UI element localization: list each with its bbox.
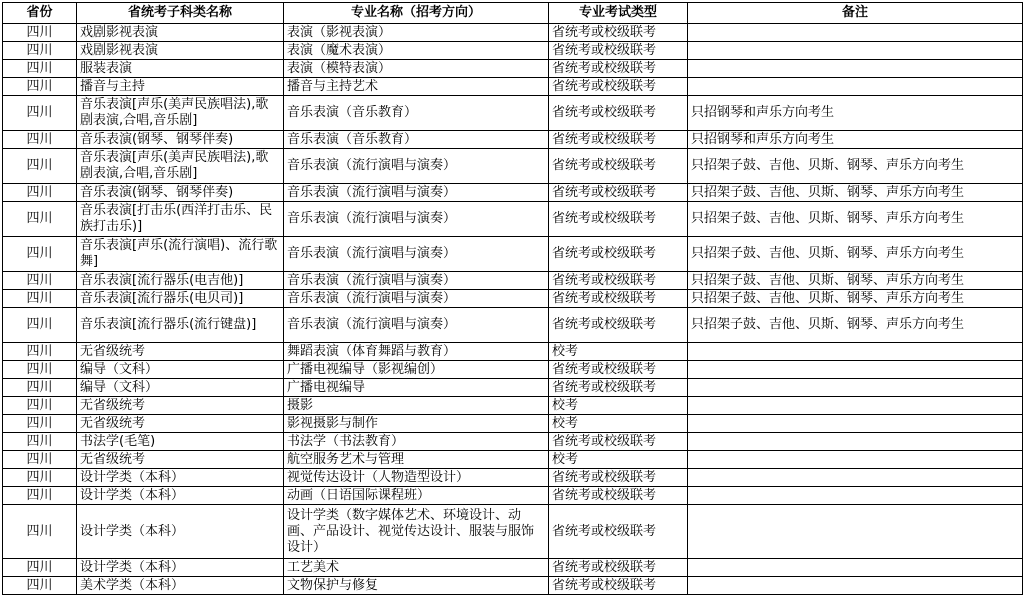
cell-major-name: 表演（魔术表演） bbox=[284, 42, 549, 60]
table-row bbox=[3, 202, 1023, 237]
cell-remarks: 只招架子鼓、吉他、贝斯、钢琴、声乐方向考生 bbox=[688, 202, 1023, 237]
cell-exam-type: 省统考或校级联考 bbox=[549, 290, 688, 308]
cell-major-name: 书法学（书法教育） bbox=[284, 433, 549, 451]
cell-major-name: 播音与主持艺术 bbox=[284, 78, 549, 96]
cell-province: 四川 bbox=[3, 577, 77, 595]
cell-province: 四川 bbox=[3, 78, 77, 96]
cell-major-name: 航空服务艺术与管理 bbox=[284, 451, 549, 469]
cell-subject-category: 音乐表演[声乐(美声民族唱法),歌剧表演,合唱,音乐剧] bbox=[77, 96, 284, 131]
cell-major-name: 表演（模特表演） bbox=[284, 60, 549, 78]
cell-subject-category: 美术学类（本科） bbox=[77, 577, 284, 595]
cell-remarks bbox=[688, 42, 1023, 60]
cell-province: 四川 bbox=[3, 361, 77, 379]
cell-remarks: 只招架子鼓、吉他、贝斯、钢琴、声乐方向考生 bbox=[688, 290, 1023, 308]
cell-province: 四川 bbox=[3, 202, 77, 237]
header-remarks: 备注 bbox=[688, 3, 1023, 24]
cell-major-name: 音乐表演（流行演唱与演奏） bbox=[284, 149, 549, 184]
table-row bbox=[3, 290, 1023, 308]
table-row bbox=[3, 184, 1023, 202]
cell-remarks bbox=[688, 379, 1023, 397]
cell-exam-type: 省统考或校级联考 bbox=[549, 237, 688, 272]
cell-exam-type: 省统考或校级联考 bbox=[549, 433, 688, 451]
cell-subject-category: 音乐表演[流行器乐(电吉他)] bbox=[77, 272, 284, 290]
cell-remarks bbox=[688, 361, 1023, 379]
table-row bbox=[3, 577, 1023, 595]
admissions-table bbox=[2, 2, 1023, 595]
cell-remarks: 只招架子鼓、吉他、贝斯、钢琴、声乐方向考生 bbox=[688, 308, 1023, 343]
table-row bbox=[3, 131, 1023, 149]
cell-exam-type: 省统考或校级联考 bbox=[549, 24, 688, 42]
cell-remarks: 只招架子鼓、吉他、贝斯、钢琴、声乐方向考生 bbox=[688, 272, 1023, 290]
cell-subject-category: 编导（文科） bbox=[77, 361, 284, 379]
header-province: 省份 bbox=[3, 3, 77, 24]
cell-province: 四川 bbox=[3, 379, 77, 397]
cell-major-name: 音乐表演（流行演唱与演奏） bbox=[284, 237, 549, 272]
cell-exam-type: 校考 bbox=[549, 415, 688, 433]
table-body bbox=[3, 24, 1023, 595]
cell-major-name: 设计学类（数字媒体艺术、环境设计、动画、产品设计、视觉传达设计、服装与服饰设计） bbox=[284, 505, 549, 559]
cell-province: 四川 bbox=[3, 487, 77, 505]
cell-remarks bbox=[688, 487, 1023, 505]
cell-major-name: 音乐表演（流行演唱与演奏） bbox=[284, 202, 549, 237]
cell-province: 四川 bbox=[3, 184, 77, 202]
cell-exam-type: 省统考或校级联考 bbox=[549, 379, 688, 397]
cell-remarks bbox=[688, 60, 1023, 78]
cell-major-name: 音乐表演（流行演唱与演奏） bbox=[284, 308, 549, 343]
cell-province: 四川 bbox=[3, 415, 77, 433]
table-row bbox=[3, 60, 1023, 78]
cell-exam-type: 省统考或校级联考 bbox=[549, 131, 688, 149]
cell-major-name: 音乐表演（流行演唱与演奏） bbox=[284, 272, 549, 290]
cell-province: 四川 bbox=[3, 131, 77, 149]
cell-remarks: 只招架子鼓、吉他、贝斯、钢琴、声乐方向考生 bbox=[688, 184, 1023, 202]
table-row bbox=[3, 272, 1023, 290]
cell-remarks bbox=[688, 559, 1023, 577]
table-row bbox=[3, 42, 1023, 60]
table-row bbox=[3, 505, 1023, 559]
cell-subject-category: 戏剧影视表演 bbox=[77, 24, 284, 42]
cell-remarks: 只招架子鼓、吉他、贝斯、钢琴、声乐方向考生 bbox=[688, 237, 1023, 272]
cell-exam-type: 省统考或校级联考 bbox=[549, 42, 688, 60]
cell-remarks bbox=[688, 433, 1023, 451]
cell-province: 四川 bbox=[3, 308, 77, 343]
cell-major-name: 文物保护与修复 bbox=[284, 577, 549, 595]
table-row bbox=[3, 361, 1023, 379]
cell-major-name: 动画（日语国际课程班） bbox=[284, 487, 549, 505]
cell-province: 四川 bbox=[3, 290, 77, 308]
cell-remarks bbox=[688, 24, 1023, 42]
table-row bbox=[3, 78, 1023, 96]
cell-subject-category: 音乐表演(钢琴、钢琴伴奏) bbox=[77, 131, 284, 149]
cell-province: 四川 bbox=[3, 96, 77, 131]
cell-subject-category: 音乐表演[流行器乐(电贝司)] bbox=[77, 290, 284, 308]
cell-subject-category: 播音与主持 bbox=[77, 78, 284, 96]
cell-major-name: 舞蹈表演（体育舞蹈与教育） bbox=[284, 343, 549, 361]
cell-major-name: 工艺美术 bbox=[284, 559, 549, 577]
table-row bbox=[3, 559, 1023, 577]
cell-province: 四川 bbox=[3, 559, 77, 577]
cell-province: 四川 bbox=[3, 451, 77, 469]
cell-province: 四川 bbox=[3, 397, 77, 415]
cell-major-name: 表演（影视表演） bbox=[284, 24, 549, 42]
cell-major-name: 广播电视编导 bbox=[284, 379, 549, 397]
cell-exam-type: 省统考或校级联考 bbox=[549, 78, 688, 96]
cell-province: 四川 bbox=[3, 272, 77, 290]
cell-subject-category: 设计学类（本科） bbox=[77, 505, 284, 559]
cell-exam-type: 省统考或校级联考 bbox=[549, 577, 688, 595]
table-row bbox=[3, 308, 1023, 343]
cell-exam-type: 省统考或校级联考 bbox=[549, 96, 688, 131]
cell-province: 四川 bbox=[3, 237, 77, 272]
cell-subject-category: 戏剧影视表演 bbox=[77, 42, 284, 60]
cell-subject-category: 音乐表演[声乐(美声民族唱法),歌剧表演,合唱,音乐剧] bbox=[77, 149, 284, 184]
cell-subject-category: 设计学类（本科） bbox=[77, 469, 284, 487]
cell-exam-type: 校考 bbox=[549, 451, 688, 469]
cell-subject-category: 音乐表演[打击乐(西洋打击乐、民族打击乐)] bbox=[77, 202, 284, 237]
cell-province: 四川 bbox=[3, 42, 77, 60]
header-row bbox=[3, 3, 1023, 24]
cell-exam-type: 校考 bbox=[549, 343, 688, 361]
header-major-name: 专业名称（招考方向） bbox=[284, 3, 549, 24]
table-row bbox=[3, 397, 1023, 415]
cell-province: 四川 bbox=[3, 433, 77, 451]
cell-exam-type: 省统考或校级联考 bbox=[549, 60, 688, 78]
cell-subject-category: 服装表演 bbox=[77, 60, 284, 78]
header-exam-type: 专业考试类型 bbox=[549, 3, 688, 24]
cell-province: 四川 bbox=[3, 469, 77, 487]
table-row bbox=[3, 379, 1023, 397]
table-row bbox=[3, 433, 1023, 451]
cell-exam-type: 省统考或校级联考 bbox=[549, 559, 688, 577]
cell-province: 四川 bbox=[3, 24, 77, 42]
cell-province: 四川 bbox=[3, 505, 77, 559]
cell-remarks bbox=[688, 78, 1023, 96]
cell-subject-category: 设计学类（本科） bbox=[77, 487, 284, 505]
cell-subject-category: 无省级统考 bbox=[77, 397, 284, 415]
table-row bbox=[3, 343, 1023, 361]
cell-remarks bbox=[688, 415, 1023, 433]
cell-province: 四川 bbox=[3, 149, 77, 184]
cell-exam-type: 省统考或校级联考 bbox=[549, 469, 688, 487]
cell-major-name: 摄影 bbox=[284, 397, 549, 415]
cell-subject-category: 无省级统考 bbox=[77, 415, 284, 433]
table-row bbox=[3, 149, 1023, 184]
cell-exam-type: 校考 bbox=[549, 397, 688, 415]
cell-remarks bbox=[688, 343, 1023, 361]
table-row bbox=[3, 237, 1023, 272]
cell-remarks bbox=[688, 397, 1023, 415]
table-row bbox=[3, 96, 1023, 131]
cell-major-name: 影视摄影与制作 bbox=[284, 415, 549, 433]
cell-major-name: 音乐表演（音乐教育） bbox=[284, 96, 549, 131]
cell-remarks bbox=[688, 505, 1023, 559]
cell-exam-type: 省统考或校级联考 bbox=[549, 184, 688, 202]
cell-exam-type: 省统考或校级联考 bbox=[549, 202, 688, 237]
cell-exam-type: 省统考或校级联考 bbox=[549, 308, 688, 343]
cell-major-name: 音乐表演（流行演唱与演奏） bbox=[284, 290, 549, 308]
cell-subject-category: 音乐表演[流行器乐(流行键盘)] bbox=[77, 308, 284, 343]
cell-exam-type: 省统考或校级联考 bbox=[549, 272, 688, 290]
cell-subject-category: 无省级统考 bbox=[77, 451, 284, 469]
cell-subject-category: 无省级统考 bbox=[77, 343, 284, 361]
cell-subject-category: 书法学(毛笔) bbox=[77, 433, 284, 451]
header-subject-category: 省统考子科类名称 bbox=[77, 3, 284, 24]
table-row bbox=[3, 487, 1023, 505]
cell-remarks: 只招架子鼓、吉他、贝斯、钢琴、声乐方向考生 bbox=[688, 149, 1023, 184]
cell-subject-category: 编导（文科） bbox=[77, 379, 284, 397]
table-row bbox=[3, 415, 1023, 433]
cell-exam-type: 省统考或校级联考 bbox=[549, 361, 688, 379]
cell-exam-type: 省统考或校级联考 bbox=[549, 487, 688, 505]
cell-exam-type: 省统考或校级联考 bbox=[549, 505, 688, 559]
cell-subject-category: 设计学类（本科） bbox=[77, 559, 284, 577]
cell-province: 四川 bbox=[3, 60, 77, 78]
table-row bbox=[3, 24, 1023, 42]
cell-remarks bbox=[688, 577, 1023, 595]
cell-remarks: 只招钢琴和声乐方向考生 bbox=[688, 131, 1023, 149]
cell-exam-type: 省统考或校级联考 bbox=[549, 149, 688, 184]
cell-remarks bbox=[688, 469, 1023, 487]
cell-remarks: 只招钢琴和声乐方向考生 bbox=[688, 96, 1023, 131]
cell-province: 四川 bbox=[3, 343, 77, 361]
table-row bbox=[3, 469, 1023, 487]
cell-subject-category: 音乐表演(钢琴、钢琴伴奏) bbox=[77, 184, 284, 202]
cell-major-name: 音乐表演（音乐教育） bbox=[284, 131, 549, 149]
cell-major-name: 音乐表演（流行演唱与演奏） bbox=[284, 184, 549, 202]
cell-subject-category: 音乐表演[声乐(流行演唱)、流行歌舞] bbox=[77, 237, 284, 272]
cell-remarks bbox=[688, 451, 1023, 469]
cell-major-name: 视觉传达设计（人物造型设计） bbox=[284, 469, 549, 487]
table-row bbox=[3, 451, 1023, 469]
cell-major-name: 广播电视编导（影视编创） bbox=[284, 361, 549, 379]
